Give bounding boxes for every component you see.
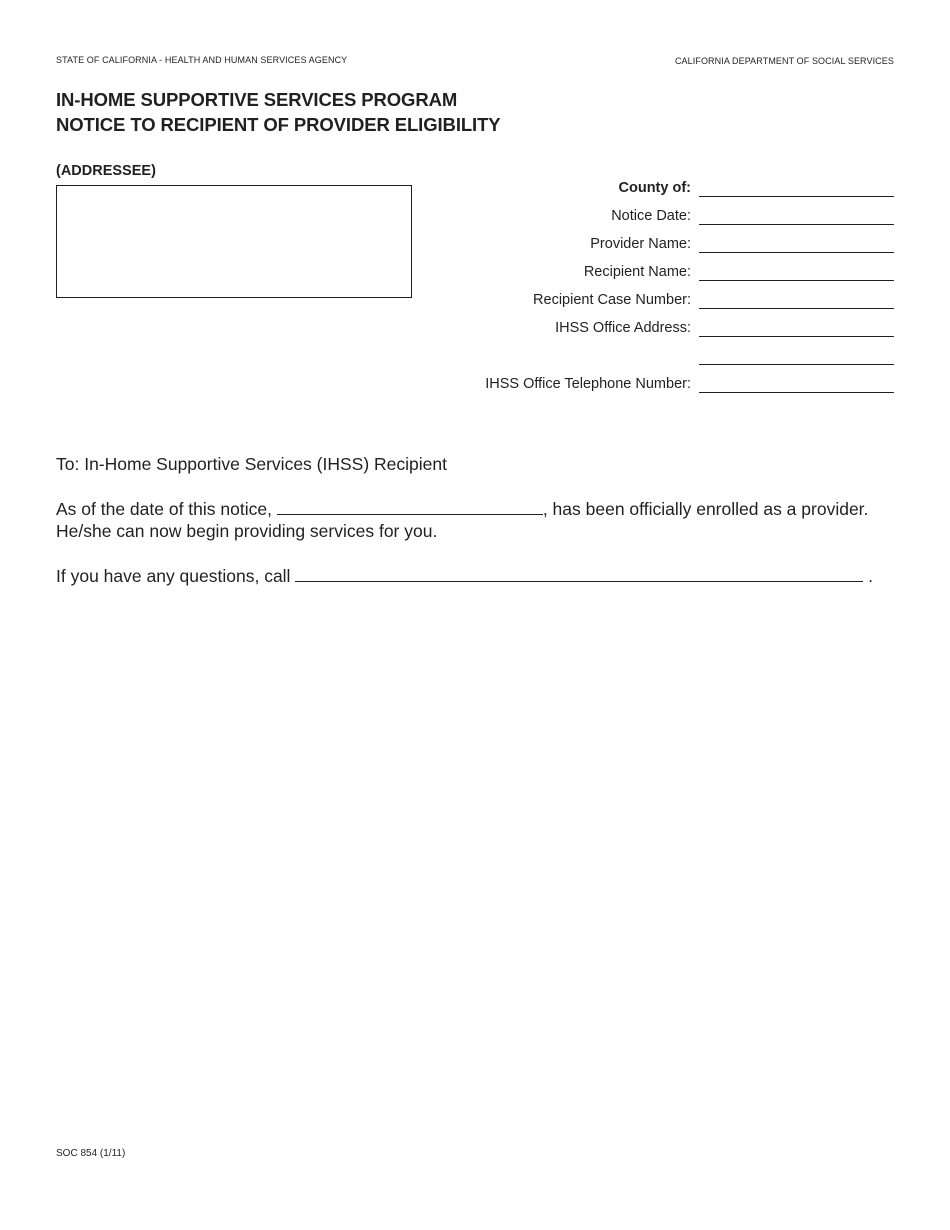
recipient-case-number-input-line[interactable]	[699, 294, 894, 309]
questions-suffix: .	[863, 566, 874, 586]
questions-prefix: If you have any questions, call	[56, 566, 296, 586]
notice-date-field	[611, 205, 894, 225]
provider-name-blank[interactable]	[277, 499, 543, 515]
office-telephone-field	[485, 373, 894, 393]
recipient-name-field	[584, 261, 894, 281]
form-title-line1: IN-HOME SUPPORTIVE SERVICES PROGRAM	[56, 89, 458, 110]
enrollment-suffix: , has been officially enrolled as a provider.	[542, 499, 869, 519]
office-address-input-line-2[interactable]	[699, 350, 894, 365]
office-address-field	[555, 317, 894, 337]
office-telephone-label: IHSS Office Telephone Number:	[485, 376, 691, 392]
addressee-label: (ADDRESSEE)	[56, 163, 156, 179]
notice-date-label: Notice Date:	[611, 208, 691, 224]
agency-header: STATE OF CALIFORNIA - HEALTH AND HUMAN SERVICES AGENCY	[56, 55, 348, 65]
salutation: To: In-Home Supportive Services (IHSS) Recipient	[56, 454, 447, 474]
notice-date-input-line[interactable]	[699, 210, 894, 225]
department-header: CALIFORNIA DEPARTMENT OF SOCIAL SERVICES	[674, 56, 894, 66]
recipient-name-input-line[interactable]	[699, 266, 894, 281]
recipient-case-number-field	[533, 289, 894, 309]
office-address-field-2	[699, 345, 894, 365]
form-title-line2: NOTICE TO RECIPIENT OF PROVIDER ELIGIBILITY	[56, 114, 501, 135]
county-label: County of:	[618, 180, 691, 196]
recipient-name-label: Recipient Name:	[583, 264, 691, 280]
provider-name-field	[590, 233, 894, 253]
enrollment-prefix: As of the date of this notice,	[56, 499, 277, 519]
office-address-label: IHSS Office Address:	[555, 320, 691, 336]
recipient-case-number-label: Recipient Case Number:	[533, 292, 691, 308]
contact-phone-blank[interactable]	[295, 566, 863, 582]
office-telephone-input-line[interactable]	[699, 378, 894, 393]
county-field	[619, 177, 894, 197]
provider-name-input-line[interactable]	[699, 238, 894, 253]
addressee-box[interactable]	[56, 185, 412, 298]
form-code: SOC 854 (1/11)	[56, 1148, 126, 1159]
office-address-input-line[interactable]	[699, 322, 894, 337]
county-input-line[interactable]	[699, 182, 894, 197]
enrollment-paragraph	[56, 498, 896, 542]
enrollment-line2: He/she can now begin providing services for you.	[56, 521, 438, 541]
questions-paragraph	[56, 565, 873, 587]
provider-name-label: Provider Name:	[590, 236, 691, 252]
